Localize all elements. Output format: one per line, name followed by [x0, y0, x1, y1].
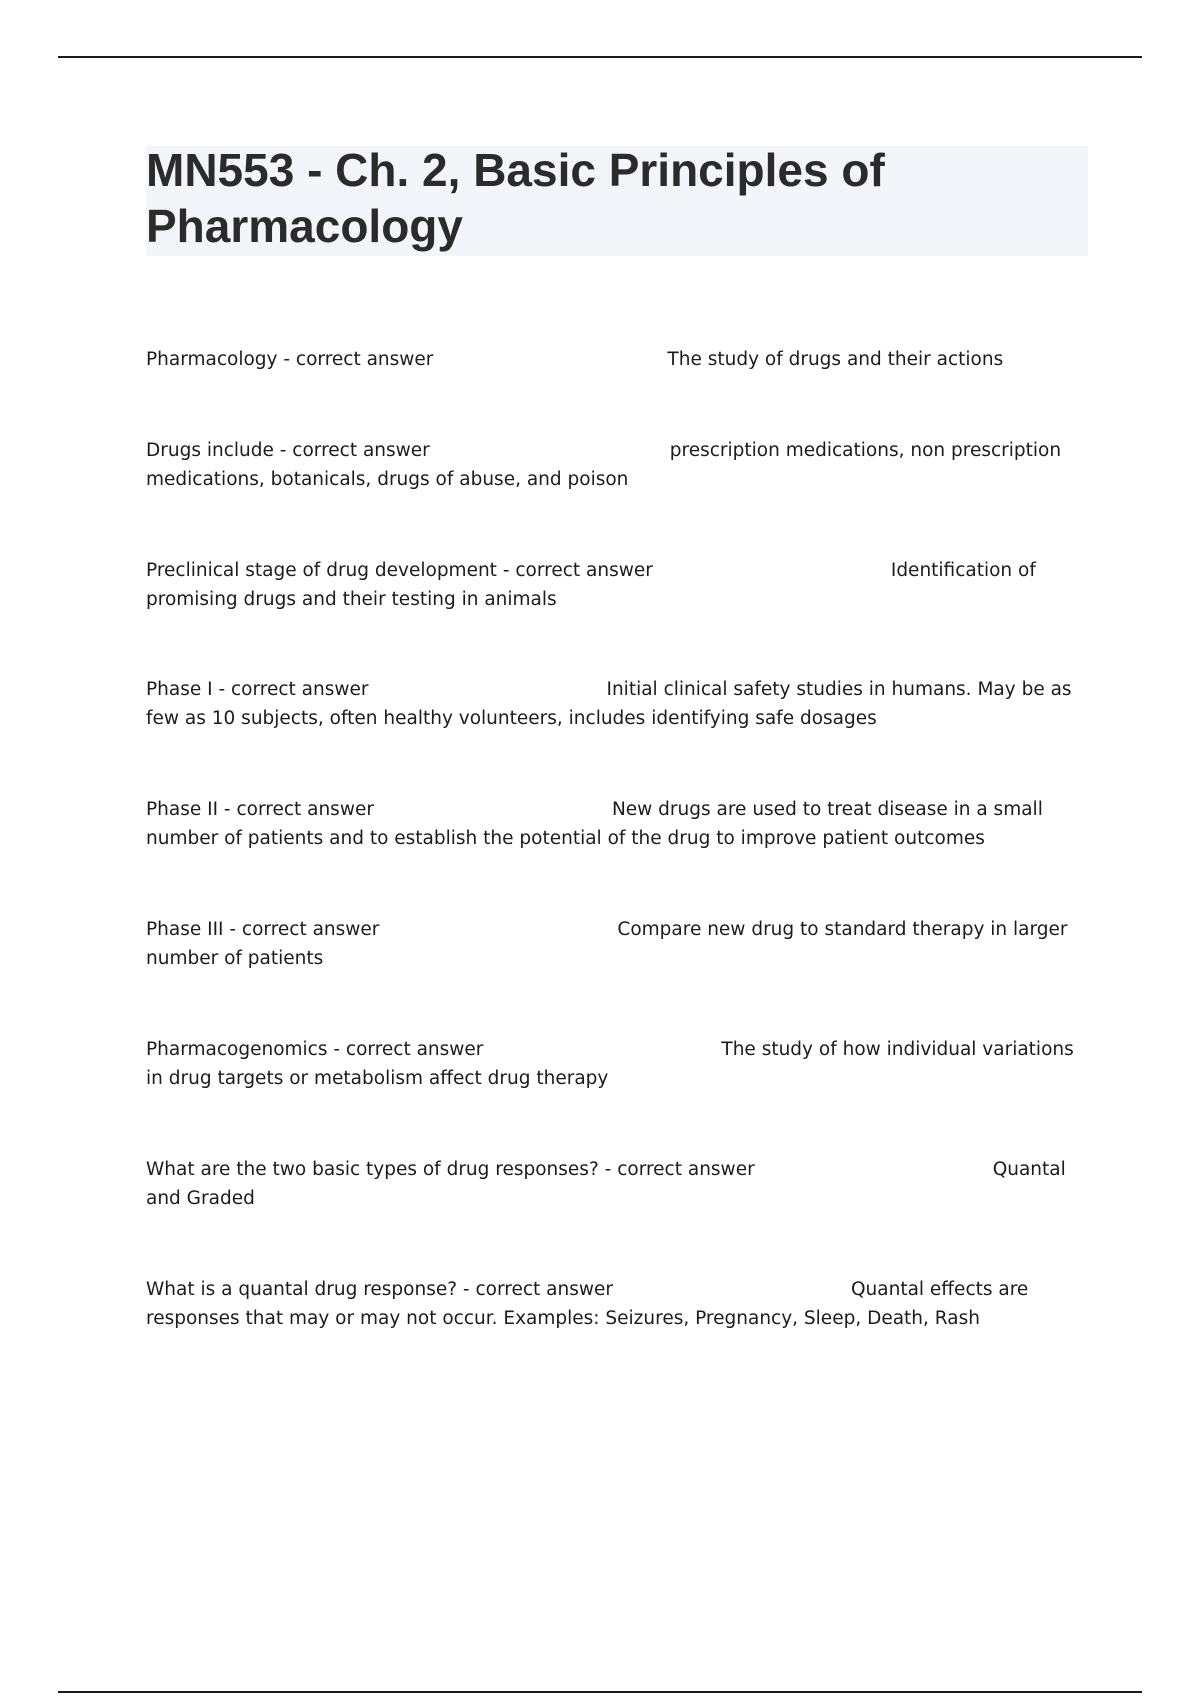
- flashcard-item: [146, 675, 1088, 733]
- top-rule: [58, 56, 1142, 58]
- flashcard-question: Phase III - correct answer: [146, 919, 380, 940]
- flashcard-question: Preclinical stage of drug development - correct answer: [146, 560, 653, 581]
- flashcard-item: [146, 1275, 1088, 1333]
- flashcard-item: [146, 795, 1088, 853]
- flashcard-question: Pharmacogenomics - correct answer: [146, 1039, 484, 1060]
- flashcard-answer: prescription medications, non prescription medications, botanicals, drugs of abuse, and poison: [146, 440, 1062, 490]
- flashcard-question: What is a quantal drug response? - correct answer: [146, 1279, 613, 1300]
- flashcard-item: [146, 345, 1088, 374]
- flashcard-answer: Quantal and Graded: [146, 1159, 1066, 1209]
- flashcard-answer: Initial clinical safety studies in humans. May be as few as 10 subjects, often healthy volunteers, includes identifying safe dosages: [146, 679, 1072, 729]
- flashcard-answer: Compare new drug to standard therapy in larger number of patients: [146, 919, 1068, 969]
- flashcard-answer: New drugs are used to treat disease in a small number of patients and to establish the potential of the drug to improve patient outcomes: [146, 799, 1043, 849]
- bottom-rule: [58, 1691, 1142, 1693]
- flashcard-question: Pharmacology - correct answer: [146, 349, 434, 370]
- flashcard-question: What are the two basic types of drug responses? - correct answer: [146, 1159, 755, 1180]
- flashcard-item: [146, 436, 1088, 494]
- flashcard-question: Drugs include - correct answer: [146, 440, 430, 461]
- flashcard-answer: Identification of promising drugs and their testing in animals: [146, 560, 1036, 610]
- page-title: MN553 - Ch. 2, Basic Principles of Pharmacology: [146, 144, 885, 252]
- flashcard-item: [146, 1035, 1088, 1093]
- flashcard-answer: The study of how individual variations in drug targets or metabolism affect drug therapy: [146, 1039, 1074, 1089]
- flashcard-question: Phase I - correct answer: [146, 679, 369, 700]
- flashcard-item: [146, 556, 1088, 614]
- flashcard-answer: Quantal effects are responses that may or may not occur. Examples: Seizures, Pregnancy, Sleep, Death, Rash: [146, 1279, 1029, 1329]
- flashcard-item: [146, 915, 1088, 973]
- flashcard-question: Phase II - correct answer: [146, 799, 374, 820]
- flashcard-item: [146, 1155, 1088, 1213]
- flashcard-answer: The study of drugs and their actions: [667, 349, 1004, 370]
